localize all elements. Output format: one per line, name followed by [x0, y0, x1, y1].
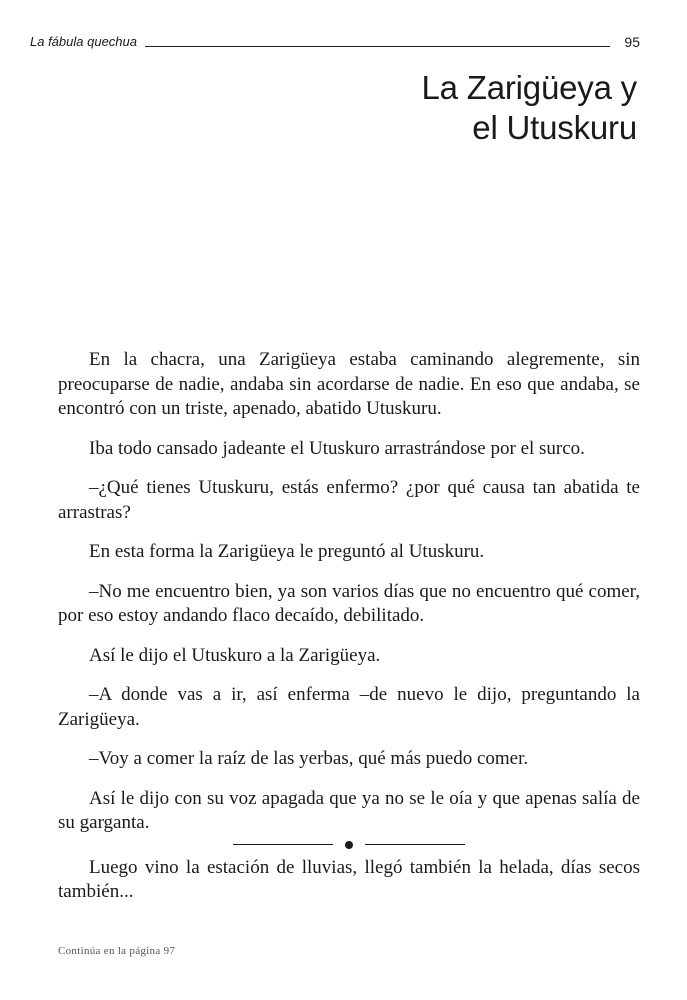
- running-head-section: La fábula quechua: [30, 34, 137, 49]
- paragraph: En la chacra, una Zarigüeya estaba caminando alegremente, sin preocuparse de nadie, andaba sin acordarse de nadie. En eso que andaba, se encontró con un triste, apenado, abatido Utuskuru.: [58, 349, 640, 419]
- story-title-line-1: La Zarigüeya y: [421, 69, 637, 106]
- continued-note: Continúa en la página 97: [58, 945, 176, 957]
- paragraph: Luego vino la estación de lluvias, llegó también la helada, días secos también...: [58, 856, 640, 902]
- paragraph: –¿Qué tienes Utuskuru, estás enfermo? ¿por qué causa tan abatida te arrastras?: [58, 477, 640, 523]
- running-head-rule: [145, 46, 610, 47]
- separator-line-right: [365, 844, 465, 845]
- story-title: [422, 68, 638, 148]
- paragraph: –No me encuentro bien, ya son varios días que no encuentro qué comer, por eso estoy andando flaco decaído, debilitado.: [58, 580, 640, 626]
- running-head: [30, 28, 640, 50]
- paragraph: –A donde vas a ir, así enferma –de nuevo le dijo, preguntando la Zarigüeya.: [58, 684, 640, 730]
- story-body: [58, 348, 640, 920]
- page-number: 95: [624, 34, 640, 50]
- paragraph: Así le dijo el Utuskuro a la Zarigüeya.: [89, 644, 381, 666]
- separator-dot: [345, 841, 353, 849]
- paragraph: En esta forma la Zarigüeya le preguntó al Utuskuru.: [89, 541, 485, 562]
- story-title-line-2: el Utuskuru: [472, 109, 637, 146]
- section-separator: [58, 836, 640, 854]
- paragraph: Iba todo cansado jadeante el Utuskuro arrastrándose por el surco.: [89, 437, 585, 459]
- paragraph: Así le dijo con su voz apagada que ya no se le oía y que apenas salía de su garganta.: [58, 787, 640, 833]
- paragraph: –Voy a comer la raíz de las yerbas, qué más puedo comer.: [89, 748, 529, 769]
- separator-line-left: [233, 844, 333, 845]
